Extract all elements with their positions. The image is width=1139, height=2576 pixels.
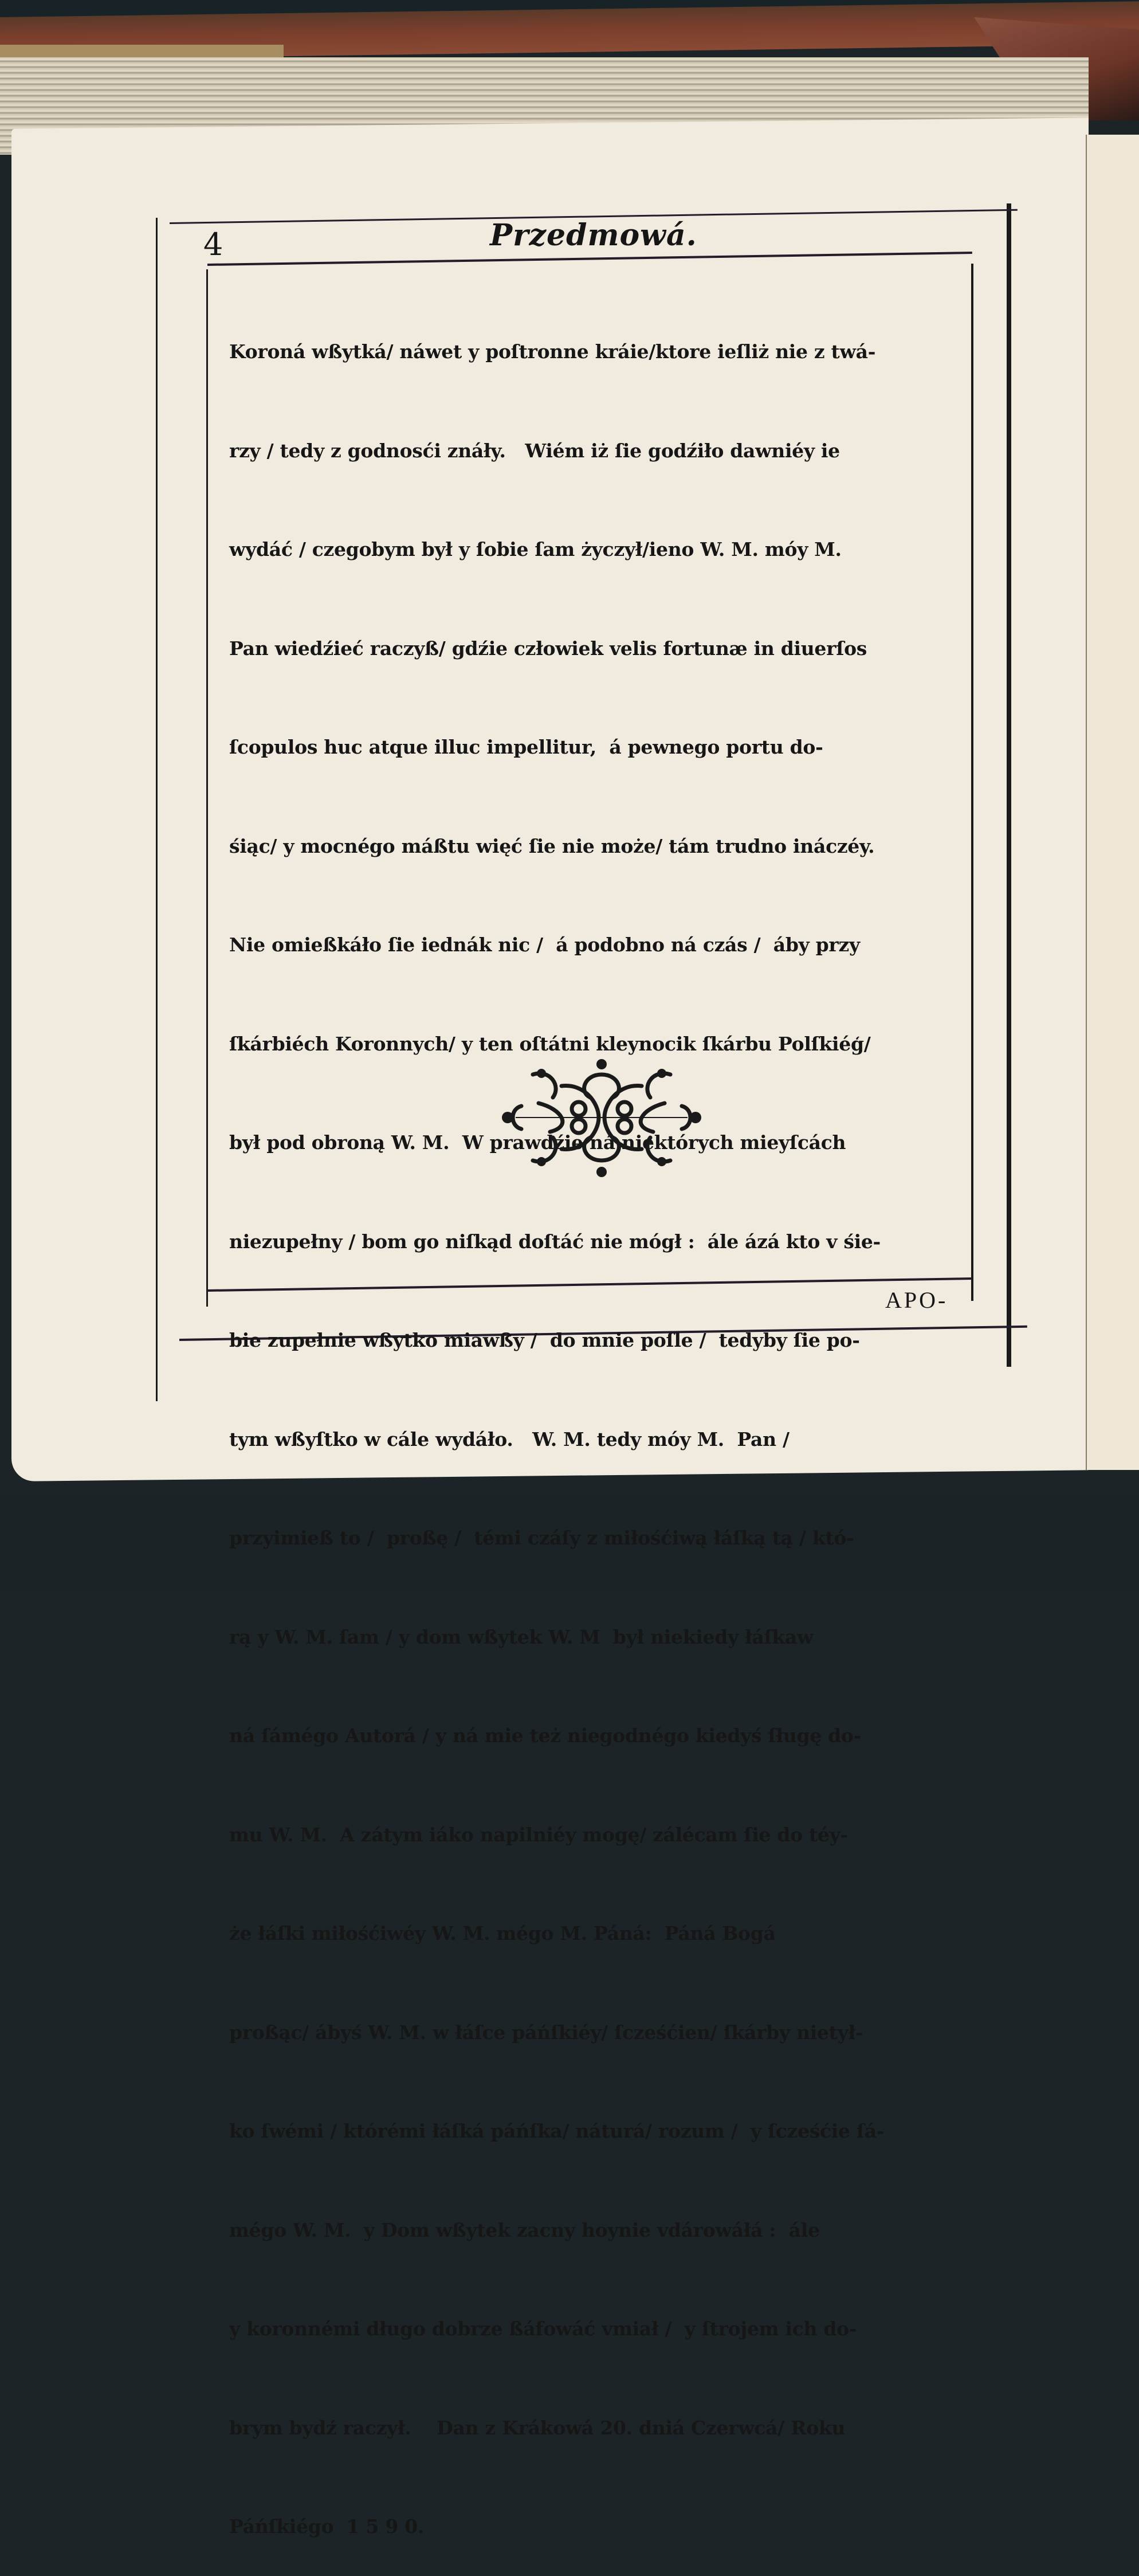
text-line: mégo W. M. y Dom wßytek zacny hoynie vdárowáłá : ále <box>229 2218 820 2241</box>
text-line: mu W. M. A zátym iáko napilniéy mogę/ zálécam ſie do téy- <box>229 1823 848 1846</box>
text-line: brym bydź raczył. Dan z Krákowá 20. dniá Czerwcá/ Roku <box>229 2416 846 2439</box>
running-head: Przedmowá. <box>490 218 697 253</box>
page-number: 4 <box>203 226 223 262</box>
frame-outer-right-rule <box>1007 203 1011 1367</box>
text-line: śiąc/ y mocnégo máßtu więć ſie nie może/ tám trudno ináczéy. <box>229 834 875 857</box>
text-line: ko ſwémi / którémi łáſká páńſka/ náturá/ rozum / y ſcześćie ſá- <box>229 2120 885 2142</box>
text-line: Pan wiedźieć raczyß/ gdźie człowiek velis fortunæ in diuerſos <box>229 637 867 660</box>
fleuron-ornament-icon <box>498 1052 705 1183</box>
catchword: APO- <box>885 1287 948 1313</box>
text-line: że łáſki miłośćiwéy W. M. mégo M. Páná: Páná Bogá <box>229 1922 776 1944</box>
text-line: ná ſámégo Autorá / y ná mie też niegodnégo kiedyś ſługę do- <box>229 1724 861 1747</box>
text-line: był pod obroną W. M. W prawdźie ná niektórych mieyſcách <box>229 1131 846 1154</box>
text-line: ſkárbiéch Koronnych/ y ten oſtátni kleynocik ſkárbu Polſkiéģ/ <box>229 1032 871 1055</box>
text-line: bie zupełnie wßytko miawßy / do mnie poſle / tedyby ſie po- <box>229 1329 860 1351</box>
text-line: rą y W. M. ſam / y dom wßytek W. M był niekiedy łáſkaw <box>229 1625 814 1648</box>
text-line: przyimieß to / proßę / témi czáſy z miłośćiwą łáſką tą / któ- <box>229 1527 854 1549</box>
text-line: ſcopulos huc atque illuc impellitur, á pewnego portu do- <box>229 736 823 758</box>
text-line: Páńſkiégo 1 5 9 0. <box>229 2515 425 2538</box>
text-line: niezupełny / bom go niſkąd doſtáć nie mógł : ále ázá kto v śie- <box>229 1230 881 1253</box>
text-line: wydáć / czegobym był y ſobie ſam życzył/ieno W. M. móy M. <box>229 538 842 560</box>
text-line: tym wßyſtko w cále wydáło. W. M. tedy móy M. Pan / <box>229 1428 790 1450</box>
frame-outer-left-rule <box>156 218 158 1401</box>
text-line: Koroná wßytká/ náwet y poſtronne kráie/ktore ieſliż nie z twá- <box>229 340 876 363</box>
text-line: proßąc/ ábyś W. M. w łáſce páńſkiéy/ ſcześćien/ ſkárby nietył- <box>229 2021 863 2044</box>
frame-inner-left-rule <box>206 269 208 1307</box>
text-line: y koronnémi długo dobrze ßáfowáć vmiał / y ſtrojem ich do- <box>229 2318 857 2340</box>
text-line: rzy / tedy z godnosći znáły. Wiém iż ſie godźiło dawniéy ie <box>229 439 840 462</box>
facing-page-edge <box>1086 135 1139 1470</box>
text-line: Nie omießkáło ſie iednák nic / á podobno ná czás / áby przy <box>229 934 860 956</box>
body-text <box>229 269 974 2576</box>
